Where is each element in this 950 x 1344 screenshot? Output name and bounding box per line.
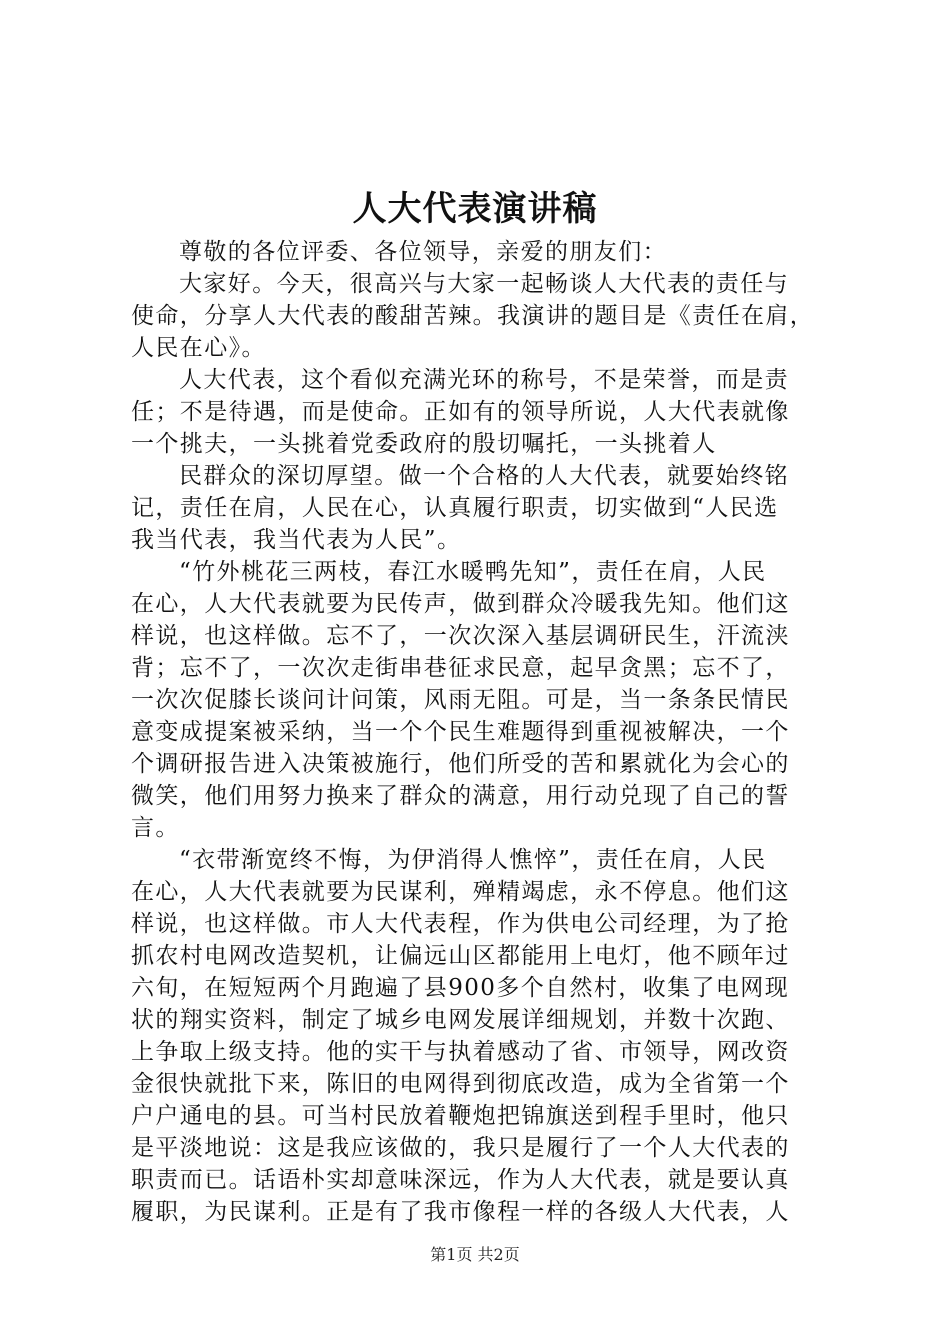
text-line: 我当代表，我当代表为人民”。 xyxy=(131,527,462,553)
text-line: 是平淡地说：这是我应该做的，我只是履行了一个人大代表的 xyxy=(131,1135,790,1161)
text-line: 样说，也这样做。市人大代表程，作为供电公司经理，为了抢 xyxy=(131,911,790,937)
text-line: 使命，分享人大代表的酸甜苦辣。我演讲的题目是《责任在肩， xyxy=(131,303,815,329)
text-line: 民群众的深切厚望。做一个合格的人大代表，就要始终铭 xyxy=(179,463,789,489)
text-line: 人大代表，这个看似充满光环的称号，不是荣誉，而是责 xyxy=(179,367,789,393)
text-line: 大家好。今天，很高兴与大家一起畅谈人大代表的责任与 xyxy=(179,271,789,297)
text-line: 意变成提案被采纳，当一个个民生难题得到重视被解决，一个 xyxy=(131,719,790,745)
text-line: 在心，人大代表就要为民传声，做到群众冷暖我先知。他们这 xyxy=(131,591,790,617)
text-line: 背；忘不了，一次次走街串巷征求民意，起早贪黑；忘不了， xyxy=(131,655,790,681)
text-line: 履职，为民谋利。正是有了我市像程一样的各级人大代表，人 xyxy=(131,1199,790,1225)
text-line: 记，责任在肩，人民在心，认真履行职责，切实做到“人民选 xyxy=(131,495,779,521)
text-line: 微笑，他们用努力换来了群众的满意，用行动兑现了自己的誓 xyxy=(131,783,790,809)
text-line: 一个挑夫，一头挑着党委政府的殷切嘱托，一头挑着人 xyxy=(131,431,717,457)
text-line: “衣带渐宽终不悔，为伊消得人憔悴”，责任在肩，人民 xyxy=(179,847,767,873)
text-line: 户户通电的县。可当村民放着鞭炮把锦旗送到程手里时，他只 xyxy=(131,1103,790,1129)
text-line: 在心，人大代表就要为民谋利，殚精竭虑，永不停息。他们这 xyxy=(131,879,790,905)
text-line: 人民在心》。 xyxy=(131,335,266,361)
text-line: 样说，也这样做。忘不了，一次次深入基层调研民生，汗流浃 xyxy=(131,623,790,649)
text-line: 任；不是待遇，而是使命。正如有的领导所说，人大代表就像 xyxy=(131,399,790,425)
text-line: 一次次促膝长谈问计问策，风雨无阻。可是，当一条条民情民 xyxy=(131,687,790,713)
text-line: 言。 xyxy=(131,815,180,841)
document-body xyxy=(131,236,831,1228)
text-line: 上争取上级支持。他的实干与执着感动了省、市领导，网改资 xyxy=(131,1039,790,1065)
text-line: 金很快就批下来，陈旧的电网得到彻底改造，成为全省第一个 xyxy=(131,1071,790,1097)
text-line: “竹外桃花三两枝，春江水暖鸭先知”，责任在肩，人民 xyxy=(179,559,767,585)
salutation-line: 尊敬的各位评委、各位领导，亲爱的朋友们： xyxy=(179,239,667,265)
text-line: 六旬，在短短两个月跑遍了县900多个自然村，收集了电网现 xyxy=(131,975,790,1001)
text-line: 抓农村电网改造契机，让偏远山区都能用上电灯，他不顾年过 xyxy=(131,943,790,969)
page-footer: 第1页 共2页 xyxy=(430,1245,520,1264)
text-line: 职责而已。话语朴实却意味深远，作为人大代表，就是要认真 xyxy=(131,1167,790,1193)
document-title: 人大代表演讲稿 xyxy=(352,189,598,229)
text-line: 状的翔实资料，制定了城乡电网发展详细规划，并数十次跑、 xyxy=(131,1007,790,1033)
text-line: 个调研报告进入决策被施行，他们所受的苦和累就化为会心的 xyxy=(131,751,790,777)
